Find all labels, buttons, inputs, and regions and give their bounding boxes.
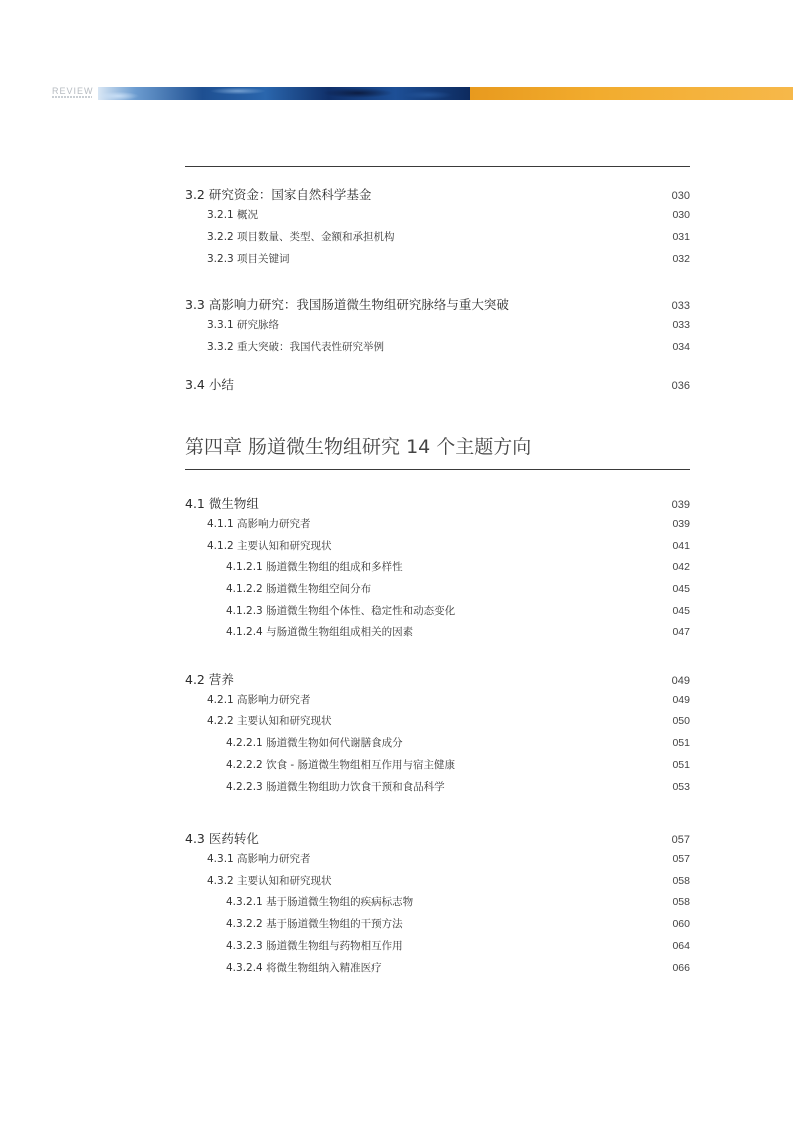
toc-entry[interactable] [185,251,690,266]
toc-entry-page: 036 [671,380,690,392]
review-sublabel [52,96,92,98]
toc-entry-title: 4.2.1 高影响力研究者 [207,694,311,706]
header-banner [0,86,793,101]
toc-entry[interactable] [185,829,690,847]
toc-entry-title: 3.4 小结 [185,377,234,392]
review-label: REVIEW [52,86,94,96]
toc-entry-page: 058 [672,875,690,887]
toc-entry-page: 045 [672,583,690,595]
toc-entry-title: 4.2.2.2 饮食 - 肠道微生物组相互作用与宿主健康 [226,759,456,771]
toc-entry-page: 041 [672,540,690,552]
toc-entry[interactable] [185,624,690,639]
toc-entry-title: 4.2.2.3 肠道微生物组助力饮食干预和食品科学 [226,781,445,793]
toc-entry[interactable] [185,494,690,512]
toc-entry[interactable] [185,873,690,888]
toc-entry-title: 4.1.2.1 肠道微生物组的组成和多样性 [226,561,403,573]
toc-entry-title: 3.3.2 重大突破：我国代表性研究举例 [207,341,385,353]
toc-entry[interactable] [185,207,690,222]
toc-entry-title: 4.3.2.4 将微生物组纳入精准医疗 [226,962,382,974]
toc-entry[interactable] [185,538,690,553]
toc-entry[interactable] [185,916,690,931]
chapter-divider [185,469,690,470]
toc-entry-title: 3.3.1 研究脉络 [207,319,280,331]
toc-entry-page: 058 [672,896,690,908]
toc-entry-page: 039 [671,499,690,511]
toc-entry[interactable] [185,295,690,313]
banner-orange-band [470,87,793,100]
toc-entry-title: 4.2.2.1 肠道微生物如何代谢膳食成分 [226,737,403,749]
toc-entry-page: 033 [671,300,690,312]
toc-entry-title: 4.3.2.3 肠道微生物组与药物相互作用 [226,940,403,952]
toc-entry-title: 3.2.3 项目关键词 [207,253,290,265]
banner-blue-band [98,87,470,100]
toc-entry-title: 4.3 医药转化 [185,831,259,846]
toc-entry-title: 3.2 研究资金：国家自然科学基金 [185,187,372,202]
toc-entry-title: 4.1 微生物组 [185,496,259,511]
toc-entry-page: 034 [672,341,690,353]
chapter-heading: 第四章 肠道微生物组研究 14 个主题方向 [185,436,532,458]
toc-entry-page: 045 [672,605,690,617]
toc-entry-page: 057 [671,834,690,846]
toc-entry[interactable] [185,960,690,975]
toc-entry-title: 4.2.2 主要认知和研究现状 [207,715,332,727]
toc-entry[interactable] [185,317,690,332]
toc-entry-page: 030 [671,190,690,202]
toc-entry-page: 053 [672,781,690,793]
toc-entry-page: 050 [672,715,690,727]
toc-entry-title: 4.2 营养 [185,672,234,687]
toc-entry[interactable] [185,516,690,531]
toc-entry-title: 4.1.1 高影响力研究者 [207,518,311,530]
toc-entry-page: 060 [672,918,690,930]
toc-entry-page: 039 [672,518,690,530]
toc-entry-title: 3.2.1 概况 [207,209,259,221]
toc-entry-title: 4.1.2.3 肠道微生物组个体性、稳定性和动态变化 [226,605,456,617]
toc-entry[interactable] [185,713,690,728]
toc-entry-page: 049 [672,694,690,706]
toc-entry[interactable] [185,185,690,203]
toc-entry[interactable] [185,894,690,909]
section-divider-top [185,166,690,167]
toc-entry[interactable] [185,735,690,750]
toc-entry[interactable] [185,670,690,688]
toc-entry[interactable] [185,375,690,393]
toc-entry-page: 047 [672,626,690,638]
toc-entry-title: 3.2.2 项目数量、类型、金额和承担机构 [207,231,395,243]
toc-entry[interactable] [185,559,690,574]
toc-entry-page: 033 [672,319,690,331]
toc-entry[interactable] [185,938,690,953]
toc-entry-title: 4.1.2.4 与肠道微生物组组成相关的因素 [226,626,414,638]
toc-entry-title: 4.3.2 主要认知和研究现状 [207,875,332,887]
toc-entry[interactable] [185,603,690,618]
toc-entry-page: 051 [672,737,690,749]
toc-entry-title: 4.3.1 高影响力研究者 [207,853,311,865]
toc-entry-page: 042 [672,561,690,573]
toc-entry-page: 049 [671,675,690,687]
toc-entry-title: 4.1.2 主要认知和研究现状 [207,540,332,552]
toc-entry[interactable] [185,692,690,707]
toc-entry-title: 4.1.2.2 肠道微生物组空间分布 [226,583,372,595]
toc-entry-page: 051 [672,759,690,771]
toc-entry[interactable] [185,779,690,794]
toc-entry-page: 064 [672,940,690,952]
toc-entry-page: 030 [672,209,690,221]
toc-entry[interactable] [185,229,690,244]
toc-entry[interactable] [185,757,690,772]
toc-entry-page: 066 [672,962,690,974]
toc-entry-page: 032 [672,253,690,265]
toc-entry[interactable] [185,339,690,354]
toc-entry[interactable] [185,581,690,596]
toc-entry-title: 3.3 高影响力研究：我国肠道微生物组研究脉络与重大突破 [185,297,509,312]
toc-entry-title: 4.3.2.1 基于肠道微生物组的疾病标志物 [226,896,414,908]
toc-entry-title: 4.3.2.2 基于肠道微生物组的干预方法 [226,918,403,930]
toc-entry-page: 057 [672,853,690,865]
toc-entry-page: 031 [672,231,690,243]
toc-entry[interactable] [185,851,690,866]
